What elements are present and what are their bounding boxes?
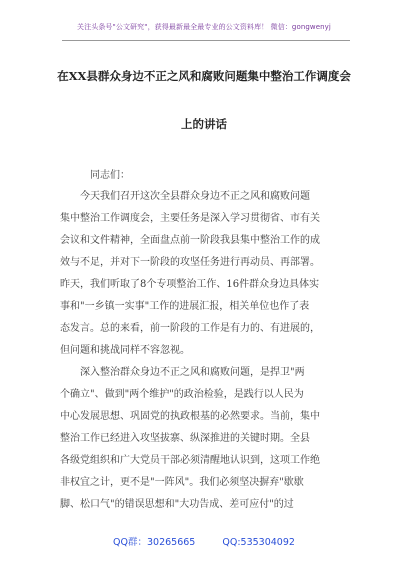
paragraph-line: 态发言。总的来看，前一阶段的工作是有力的、有进展的，	[60, 323, 320, 334]
document-title: 在XX县群众身边不正之风和腐败问题集中整治工作调度会	[57, 69, 351, 83]
paragraph-line: 集中整治工作调度会，主要任务是深入学习贯彻省、市有关	[60, 213, 320, 224]
qq-group-text: QQ群：30265665	[113, 537, 196, 548]
paragraph-1	[60, 186, 352, 362]
paragraph-line: 各级党组织和广大党员干部必须清醒地认识到，这项工作绝	[60, 455, 320, 466]
footer-contact	[0, 534, 408, 548]
header-banner: 关注头条号"公文研究"，获得最新最全最专业的公文资料库！ 微信：gongwenyj	[77, 23, 331, 31]
paragraph-line: 个确立"、做到"两个维护"的政治检验，是践行以人民为	[60, 389, 304, 400]
paragraph-line: 事和"一乡镇一实事"工作的进展汇报，相关单位也作了表	[60, 301, 310, 312]
paragraph-line: 中心发展思想、巩固党的执政根基的必然要求。当前，集中	[60, 411, 320, 422]
header-divider	[62, 40, 350, 41]
document-title-continued: 上的讲话	[181, 117, 227, 131]
paragraph-line: 会议和文件精神，全面盘点前一阶段我县集中整治工作的成	[60, 235, 320, 246]
paragraph-line: 今天我们召开这次全县群众身边不正之风和腐败问题	[60, 191, 310, 202]
paragraph-line: 但问题和挑战同样不容忽视。	[60, 345, 190, 356]
qq-number-text: QQ:535304092	[222, 537, 295, 548]
paragraph-line: 深入整治群众身边不正之风和腐败问题，是捍卫"两	[60, 367, 305, 378]
paragraph-2	[60, 362, 352, 516]
paragraph-line: 整治工作已经进入攻坚拔寨、纵深推进的关键时期。全县	[60, 433, 310, 444]
paragraph-line: 效与不足，并对下一阶段的攻坚任务进行再动员、再部署。	[60, 257, 320, 268]
paragraph-line: 昨天，我们听取了8个专项整治工作、16件群众身边具体实	[60, 279, 320, 290]
paragraph-line: 非权宜之计，更不是"一阵风"。我们必须坚决摒弃"歇歇	[60, 477, 304, 488]
salutation: 同志们：	[90, 170, 130, 181]
paragraph-line: 脚、松口气"的错误思想和"大功告成、差可应付"的过	[60, 499, 294, 510]
